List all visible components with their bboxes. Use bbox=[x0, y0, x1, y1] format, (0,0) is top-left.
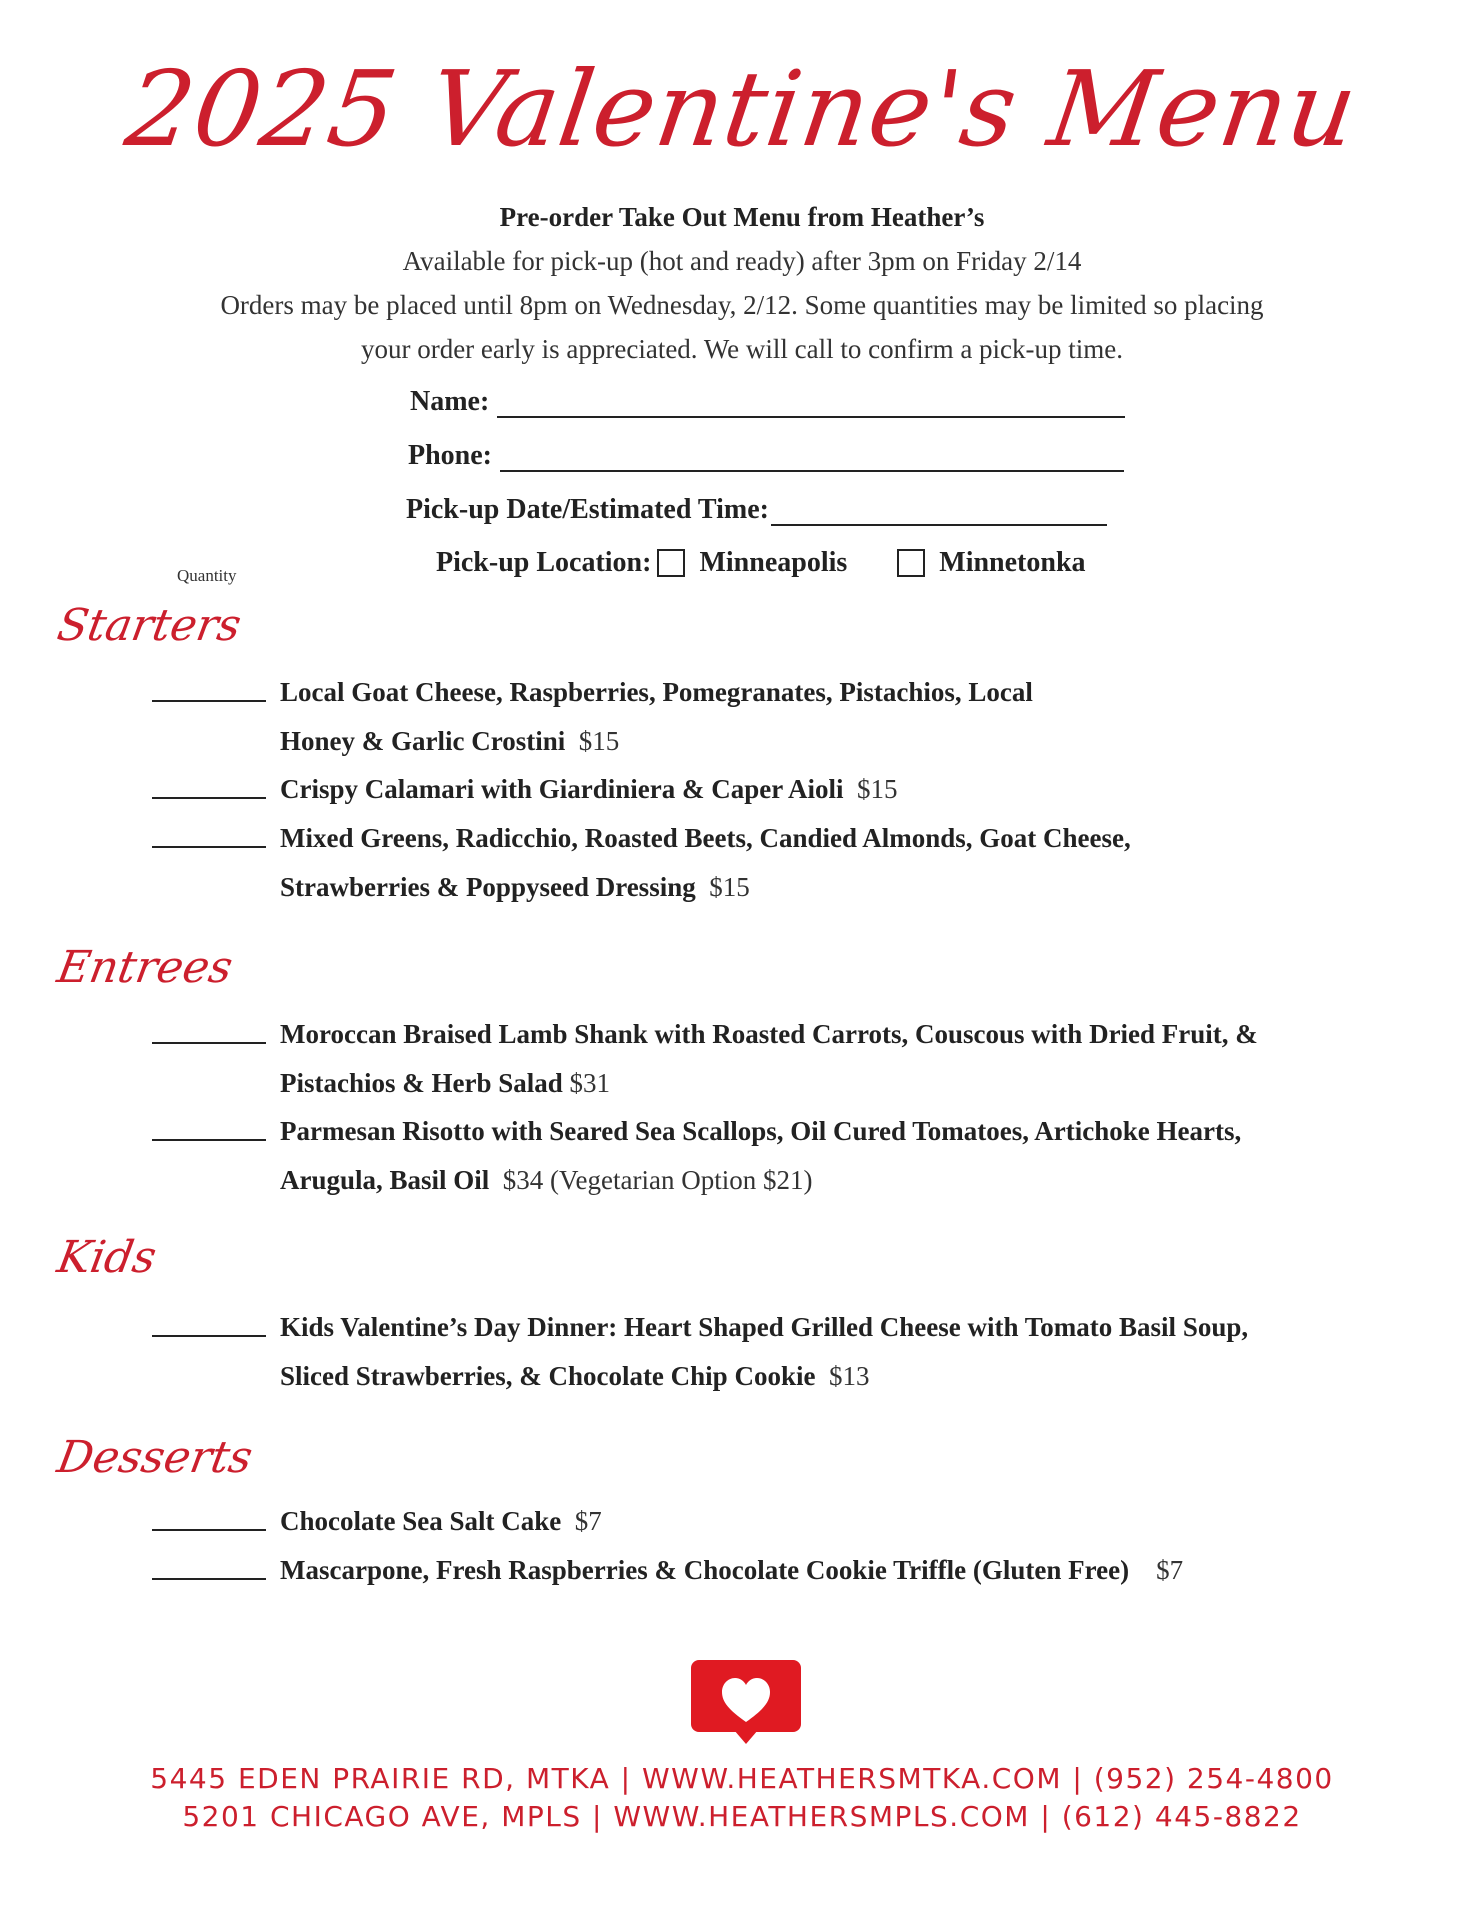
menu-item-price: $13 bbox=[828, 1361, 870, 1391]
quantity-field[interactable] bbox=[152, 1042, 266, 1044]
quantity-field[interactable] bbox=[152, 1578, 266, 1580]
menu-item-price: $31 bbox=[569, 1068, 611, 1098]
section-title-desserts: Desserts bbox=[53, 1432, 257, 1483]
heart-icon bbox=[689, 1658, 803, 1748]
name-field[interactable] bbox=[497, 390, 1125, 418]
quantity-field[interactable] bbox=[152, 700, 266, 702]
menu-item-price: $34 (Vegetarian Option $21) bbox=[502, 1165, 813, 1195]
phone-field[interactable] bbox=[500, 444, 1124, 472]
pickup-location-row bbox=[436, 547, 1086, 579]
menu-subtitle: Pre-order Take Out Menu from Heather’s bbox=[499, 202, 985, 232]
phone-label: Phone: bbox=[408, 440, 492, 471]
quantity-column-label: Quantity bbox=[177, 566, 237, 585]
menu-item-line: Mascarpone, Fresh Raspberries & Chocolate Cookie Triffle (Gluten Free) $7 bbox=[280, 1555, 1184, 1585]
footer-line-mpls: 5201 CHICAGO AVE, MPLS | WWW.HEATHERSMPLS.COM | (612) 445-8822 bbox=[182, 1800, 1302, 1833]
menu-item-line: Pistachios & Herb Salad $31 bbox=[280, 1068, 611, 1098]
name-field-row bbox=[410, 386, 1125, 418]
menu-item-line: Moroccan Braised Lamb Shank with Roasted Carrots, Couscous with Dried Fruit, & bbox=[280, 1019, 1258, 1049]
menu-item-line: Chocolate Sea Salt Cake $7 bbox=[280, 1506, 602, 1536]
quantity-field[interactable] bbox=[152, 1139, 266, 1141]
minneapolis-option-label: Minneapolis bbox=[699, 547, 848, 578]
minnetonka-option-label: Minnetonka bbox=[939, 547, 1086, 578]
phone-field-row bbox=[408, 440, 1124, 472]
menu-item-price: $7 bbox=[574, 1506, 602, 1536]
menu-item-price: $7 bbox=[1156, 1555, 1184, 1585]
quantity-field[interactable] bbox=[152, 797, 266, 799]
name-label: Name: bbox=[410, 386, 490, 417]
menu-item-line: Honey & Garlic Crostini $15 bbox=[280, 726, 620, 756]
minneapolis-checkbox[interactable] bbox=[657, 549, 685, 577]
minnetonka-checkbox[interactable] bbox=[897, 549, 925, 577]
menu-item-line: Mixed Greens, Radicchio, Roasted Beets, Candied Almonds, Goat Cheese, bbox=[280, 823, 1131, 853]
menu-title: 2025 Valentine's Menu bbox=[119, 48, 1365, 170]
menu-item-price: $15 bbox=[856, 774, 898, 804]
orders-text-line1: Orders may be placed until 8pm on Wednesday, 2/12. Some quantities may be limited so placing bbox=[220, 290, 1264, 320]
quantity-field[interactable] bbox=[152, 1529, 266, 1531]
menu-item-line: Strawberries & Poppyseed Dressing $15 bbox=[280, 872, 750, 902]
menu-item-line: Arugula, Basil Oil $34 (Vegetarian Option $21) bbox=[280, 1165, 813, 1195]
pickup-time-label: Pick-up Date/Estimated Time: bbox=[406, 494, 769, 525]
pickup-location-label: Pick-up Location: bbox=[436, 547, 652, 578]
section-title-kids: Kids bbox=[53, 1232, 161, 1283]
menu-item-line: Kids Valentine’s Day Dinner: Heart Shaped Grilled Cheese with Tomato Basil Soup, bbox=[280, 1312, 1249, 1342]
menu-item-price: $15 bbox=[578, 726, 620, 756]
section-title-starters: Starters bbox=[53, 600, 245, 651]
quantity-field[interactable] bbox=[152, 846, 266, 848]
menu-item-line: Parmesan Risotto with Seared Sea Scallops, Oil Cured Tomatoes, Artichoke Hearts, bbox=[280, 1116, 1242, 1146]
pickup-time-row bbox=[406, 494, 1107, 526]
menu-item-line: Sliced Strawberries, & Chocolate Chip Cookie $13 bbox=[280, 1361, 870, 1391]
quantity-field[interactable] bbox=[152, 1335, 266, 1337]
section-title-entrees: Entrees bbox=[53, 942, 237, 993]
menu-item-line: Crispy Calamari with Giardiniera & Caper Aioli $15 bbox=[280, 774, 898, 804]
menu-item-price: $15 bbox=[709, 872, 750, 902]
footer-line-mtka: 5445 EDEN PRAIRIE RD, MTKA | WWW.HEATHERSMTKA.COM | (952) 254-4800 bbox=[150, 1762, 1334, 1795]
menu-item-line: Local Goat Cheese, Raspberries, Pomegranates, Pistachios, Local bbox=[280, 677, 1033, 707]
orders-text-line2: your order early is appreciated. We will call to confirm a pick-up time. bbox=[360, 334, 1124, 364]
availability-text: Available for pick-up (hot and ready) after 3pm on Friday 2/14 bbox=[402, 246, 1082, 276]
pickup-time-field[interactable] bbox=[771, 498, 1107, 526]
